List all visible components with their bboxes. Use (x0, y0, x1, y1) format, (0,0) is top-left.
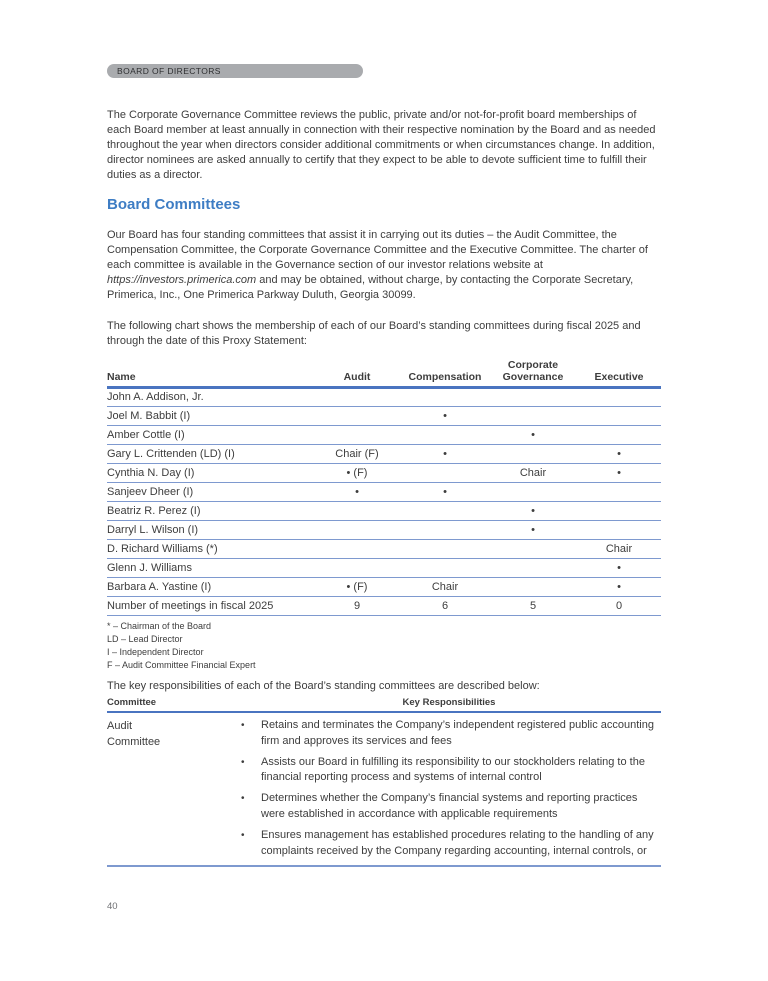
governance-cell (489, 578, 577, 597)
committee-cell (107, 712, 237, 866)
committees-paragraph-start: Our Board has four standing committees that assist it in carrying out its duties – the Audit Committee, the Compensation Committee, the Corporate Governance Committee and the Executive Committee. The charter of each committee is available in the Governance section of our investor relations website at (107, 229, 648, 271)
member-name: D. Richard Williams (*) (107, 540, 313, 559)
governance-cell: • (489, 521, 577, 540)
member-name: Sanjeev Dheer (I) (107, 483, 313, 502)
member-name: Beatriz R. Perez (I) (107, 502, 313, 521)
bullet-icon: • (241, 793, 245, 805)
member-name: Darryl L. Wilson (I) (107, 521, 313, 540)
membership-table-header (107, 359, 661, 388)
header-corporate-governance: Corporate Governance (489, 359, 577, 388)
governance-meetings-count: 5 (489, 597, 577, 616)
committees-paragraph-end: and may be obtained, without charge, by contacting the Corporate Secretary, Primerica, Inc., One Primerica Parkway Duluth, Georgia 30099. (107, 274, 634, 301)
membership-row (107, 540, 661, 559)
executive-cell: • (577, 464, 661, 483)
governance-cell (489, 540, 577, 559)
meetings-count-row (107, 597, 661, 616)
header-executive: Executive (577, 359, 661, 388)
executive-cell: Chair (577, 540, 661, 559)
header-key-responsibilities: Key Responsibilities (237, 697, 661, 712)
member-name: Cynthia N. Day (I) (107, 464, 313, 483)
governance-cell (489, 407, 577, 426)
membership-row (107, 502, 661, 521)
membership-row (107, 445, 661, 464)
intro-paragraph: The Corporate Governance Committee reviews the public, private and/or not-for-profit board memberships of each Board member at least annually in connection with their respective nomination by the Board and as needed throughout the year when directors consider additional commitments or when circumstances change. In addition, director nominees are asked annually to certify that they expect to be able to devote sufficient time to fulfill their duties as a director. (107, 109, 656, 181)
membership-row (107, 388, 661, 407)
section-badge (107, 64, 363, 78)
executive-cell: • (577, 559, 661, 578)
footnote-independent-director: I – Independent Director (107, 647, 204, 657)
executive-cell: • (577, 445, 661, 464)
responsibility-text: Ensures management has established procedures relating to the handling of any complaints received by the Company regarding accounting, internal controls, or (261, 828, 654, 857)
responsibilities-table (107, 697, 661, 867)
governance-cell: • (489, 426, 577, 445)
responsibilities-row (107, 712, 661, 866)
header-name: Name (107, 359, 313, 388)
header-compensation: Compensation (401, 359, 489, 388)
membership-table (107, 359, 661, 616)
membership-row (107, 578, 661, 597)
membership-row (107, 407, 661, 426)
membership-row (107, 426, 661, 445)
compensation-cell (401, 426, 489, 445)
footnote-chairman: * – Chairman of the Board (107, 621, 212, 631)
audit-cell (313, 521, 401, 540)
membership-row (107, 483, 661, 502)
compensation-cell (401, 388, 489, 407)
compensation-cell (401, 464, 489, 483)
membership-row (107, 559, 661, 578)
committee-name: Audit Committee (107, 720, 161, 748)
compensation-cell (401, 521, 489, 540)
governance-cell: • (489, 502, 577, 521)
page-number: 40 (107, 901, 118, 912)
audit-cell (313, 540, 401, 559)
audit-cell (313, 407, 401, 426)
member-name: Amber Cottle (I) (107, 426, 313, 445)
audit-cell: • (F) (313, 464, 401, 483)
governance-cell (489, 483, 577, 502)
executive-cell (577, 502, 661, 521)
member-name: John A. Addison, Jr. (107, 388, 313, 407)
responsibility-text: Determines whether the Company’s financial systems and reporting practices were established in accordance with applicable requirements (261, 792, 638, 820)
compensation-cell (401, 540, 489, 559)
governance-cell: Chair (489, 464, 577, 483)
chart-intro-paragraph: The following chart shows the membership of each of our Board’s standing committees during fiscal 2025 and through the date of this Proxy Statement: (107, 320, 641, 347)
executive-cell (577, 388, 661, 407)
compensation-cell: • (401, 483, 489, 502)
table-footnotes (107, 620, 661, 672)
membership-row (107, 521, 661, 540)
committees-paragraph (107, 228, 661, 303)
audit-cell (313, 426, 401, 445)
responsibility-text: Retains and terminates the Company’s independent registered public accounting firm and approves its services and fees (261, 719, 654, 747)
meetings-label: Number of meetings in fiscal 2025 (107, 597, 313, 616)
governance-cell (489, 388, 577, 407)
audit-cell: • (F) (313, 578, 401, 597)
responsibility-text: Assists our Board in fulfilling its responsibility to our stockholders relating to the financial reporting process and systems of internal control (261, 755, 645, 784)
audit-cell: Chair (F) (313, 445, 401, 464)
compensation-cell: • (401, 407, 489, 426)
executive-cell (577, 407, 661, 426)
governance-cell (489, 559, 577, 578)
audit-cell (313, 559, 401, 578)
responsibility-item (237, 755, 661, 787)
footnote-lead-director: LD – Lead Director (107, 634, 183, 644)
governance-cell (489, 445, 577, 464)
executive-cell: • (577, 578, 661, 597)
member-name: Gary L. Crittenden (LD) (I) (107, 445, 313, 464)
bullet-icon: • (241, 720, 245, 731)
bullet-icon: • (241, 829, 245, 841)
executive-cell (577, 483, 661, 502)
executive-cell (577, 521, 661, 540)
executive-meetings-count: 0 (577, 597, 661, 616)
investor-relations-link[interactable]: https://investors.primerica.com (107, 274, 257, 286)
section-badge-label: BOARD OF DIRECTORS (117, 66, 221, 76)
header-committee: Committee (107, 697, 237, 712)
compensation-cell: • (401, 445, 489, 464)
footnote-financial-expert: F – Audit Committee Financial Expert (107, 660, 256, 670)
responsibility-item (237, 828, 661, 860)
membership-row (107, 464, 661, 483)
header-audit: Audit (313, 359, 401, 388)
compensation-cell (401, 502, 489, 521)
bullet-icon: • (241, 756, 245, 768)
audit-meetings-count: 9 (313, 597, 401, 616)
executive-cell (577, 426, 661, 445)
responsibilities-intro: The key responsibilities of each of the Board’s standing committees are described below: (107, 680, 540, 692)
audit-cell: • (313, 483, 401, 502)
member-name: Barbara A. Yastine (I) (107, 578, 313, 597)
responsibilities-cell (237, 712, 661, 866)
audit-cell (313, 388, 401, 407)
audit-cell (313, 502, 401, 521)
member-name: Joel M. Babbit (I) (107, 407, 313, 426)
page-title: Board Committees (107, 196, 241, 213)
compensation-meetings-count: 6 (401, 597, 489, 616)
responsibility-item (237, 718, 661, 750)
compensation-cell: Chair (401, 578, 489, 597)
compensation-cell (401, 559, 489, 578)
member-name: Glenn J. Williams (107, 559, 313, 578)
responsibilities-table-header (107, 697, 661, 712)
responsibility-item (237, 791, 661, 823)
